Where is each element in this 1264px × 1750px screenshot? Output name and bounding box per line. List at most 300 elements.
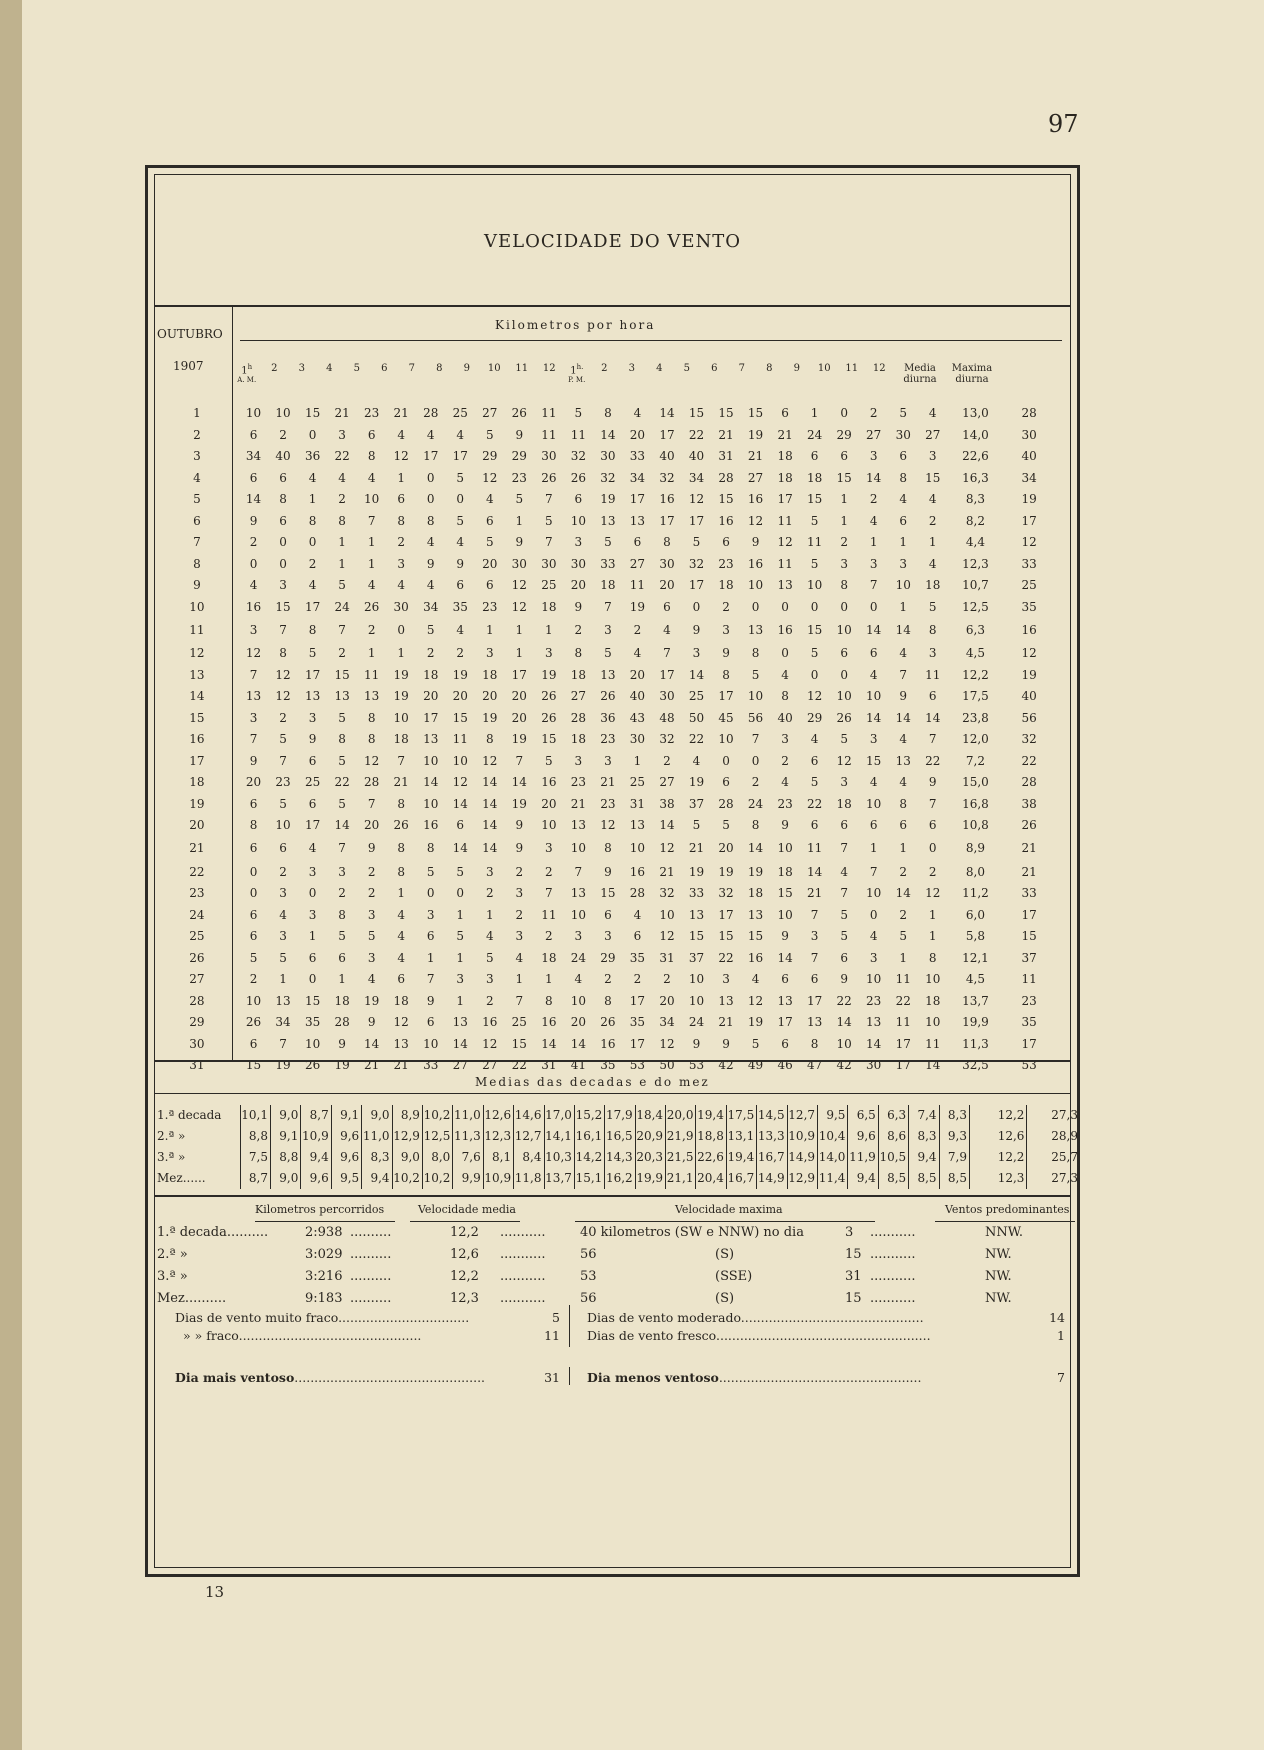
value-cell: 0 [308, 427, 317, 442]
value-cell: 36 [304, 449, 321, 463]
summary-day: 15 [845, 1291, 862, 1306]
value-cell: 31 [629, 796, 646, 811]
media-cell: 8,0 [965, 864, 985, 879]
value-cell: 28 [364, 775, 380, 789]
value-cell: 9 [515, 841, 524, 856]
value-cell: 13 [570, 818, 587, 832]
decade-value: 13,3 [757, 1126, 787, 1147]
day-cell: 19 [189, 796, 205, 811]
decade-value: 8,3 [909, 1126, 939, 1147]
value-cell: 17 [718, 689, 734, 703]
value-cell: 19 [688, 864, 705, 879]
day-cell: 16 [189, 732, 205, 746]
leader-dots: ........... [500, 1247, 546, 1262]
hour-header [288, 363, 316, 374]
value-cell: 5 [338, 753, 346, 768]
hour-header [591, 363, 619, 374]
media-cell: 12,1 [962, 950, 989, 965]
value-cell: 17 [629, 1036, 646, 1051]
decade-value: 17,5 [726, 1105, 756, 1126]
value-cell: 18 [600, 578, 616, 592]
value-cell: 5 [426, 622, 435, 637]
value-cell: 4 [869, 513, 878, 528]
value-cell: 2 [515, 864, 524, 879]
decade-value: 9,3 [939, 1126, 969, 1147]
media-cell: 5,8 [965, 929, 985, 943]
decade-value: 17,0 [544, 1105, 574, 1126]
summary-vmax: 56 [580, 1291, 597, 1306]
value-cell: 3 [367, 907, 376, 922]
maxima-cell: 15 [1021, 929, 1037, 943]
value-cell: 6 [928, 689, 937, 703]
value-cell: 5 [456, 513, 465, 528]
value-cell: 13 [629, 513, 646, 528]
value-cell: 4 [928, 406, 937, 420]
value-cell: 7 [515, 753, 524, 768]
decade-value: 16,2 [605, 1168, 635, 1189]
value-cell: 2 [249, 535, 258, 549]
leader-dots: ........... [500, 1269, 546, 1284]
value-cell: 9 [722, 1036, 730, 1051]
value-cell: 9 [426, 556, 435, 571]
media-cell: 32,5 [962, 1058, 989, 1072]
hour-label: 1 [570, 365, 577, 377]
value-cell: 7 [367, 796, 376, 811]
value-cell: 16 [600, 1036, 616, 1051]
value-cell: 4 [751, 972, 760, 986]
value-cell: 0 [456, 492, 465, 506]
decade-value: 9,1 [270, 1126, 300, 1147]
value-cell: 0 [456, 886, 465, 900]
hour-label: 3 [628, 363, 635, 374]
value-cell: 24 [334, 599, 350, 614]
value-cell: 6 [308, 796, 317, 811]
value-cell: 28 [423, 406, 439, 420]
value-cell: 9 [308, 732, 317, 746]
value-cell: 7 [338, 622, 346, 637]
value-cell: 7 [515, 993, 524, 1008]
value-cell: 9 [604, 864, 612, 879]
divider [240, 340, 1062, 341]
value-cell: 16 [747, 492, 764, 506]
value-cell: 5 [751, 1036, 760, 1051]
value-cell: 3 [249, 710, 258, 725]
value-cell: 2 [515, 907, 524, 922]
day-cell: 4 [193, 470, 201, 485]
value-cell: 1 [928, 907, 937, 922]
value-cell: 0 [308, 886, 317, 900]
value-cell: 5 [279, 796, 287, 811]
media-cell: 6,3 [965, 622, 985, 637]
value-cell: 16 [541, 1015, 557, 1029]
value-cell: 6 [249, 470, 258, 485]
decade-value: 10,2 [392, 1168, 422, 1189]
value-cell: 0 [308, 972, 317, 986]
value-cell: 7 [928, 796, 937, 811]
value-cell: 4 [781, 667, 789, 682]
value-cell: 9 [781, 818, 789, 832]
decade-row [155, 1168, 1080, 1189]
table-row [155, 446, 1055, 468]
decade-value: 11,4 [818, 1168, 848, 1189]
value-cell: 14 [925, 1058, 941, 1072]
value-cell: 14 [482, 818, 498, 832]
value-cell: 13 [304, 689, 321, 703]
day-cell: 8 [193, 556, 201, 571]
summary-direction-note: (S) [715, 1291, 735, 1306]
value-cell: 1 [869, 535, 878, 549]
value-cell: 26 [245, 1015, 262, 1029]
decade-value: 8,7 [240, 1168, 270, 1189]
value-cell: 1 [840, 492, 848, 506]
value-cell: 3 [397, 556, 405, 571]
value-cell: 12 [452, 775, 468, 789]
decade-value: 12,6 [969, 1126, 1026, 1147]
table-row [155, 815, 1055, 837]
value-cell: 17 [688, 513, 705, 528]
hour-header [481, 363, 509, 374]
decade-value: 9,6 [301, 1168, 331, 1189]
value-cell: 7 [545, 886, 553, 900]
hour-suffix: h. [576, 363, 584, 371]
value-cell: 0 [869, 599, 878, 614]
value-cell: 20 [511, 689, 527, 703]
summary-row [155, 1247, 1075, 1269]
value-cell: 20 [570, 1015, 587, 1029]
value-cell: 1 [810, 406, 819, 420]
day-cell: 29 [189, 1015, 205, 1029]
value-cell: 21 [688, 841, 705, 856]
value-cell: 30 [393, 599, 409, 614]
value-cell: 7 [810, 950, 819, 965]
value-cell: 35 [304, 1015, 321, 1029]
value-cell: 5 [279, 732, 287, 746]
value-cell: 5 [545, 513, 553, 528]
value-cell: 7 [840, 841, 848, 856]
value-cell: 9 [574, 599, 583, 614]
value-cell: 2 [869, 492, 878, 506]
value-cell: 17 [659, 513, 675, 528]
decade-value: 15,2 [574, 1105, 604, 1126]
decade-value: 9,4 [362, 1168, 392, 1189]
value-cell: 8 [338, 907, 346, 922]
value-cell: 4 [397, 427, 405, 442]
value-cell: 24 [688, 1015, 705, 1029]
maxima-cell: 22 [1021, 753, 1037, 768]
value-cell: 7 [249, 732, 258, 746]
value-cell: 11 [541, 406, 557, 420]
value-cell: 5 [840, 907, 848, 922]
maxima-cell: 19 [1021, 667, 1037, 682]
decade-value: 15,1 [574, 1168, 604, 1189]
day-cell: 17 [189, 753, 205, 768]
table-row [155, 862, 1055, 884]
value-cell: 1 [397, 886, 405, 900]
value-cell: 40 [275, 449, 291, 463]
value-cell: 18 [570, 667, 587, 682]
value-cell: 23 [866, 993, 882, 1008]
value-cell: 40 [777, 710, 793, 725]
value-cell: 0 [397, 622, 405, 637]
value-cell: 22 [688, 427, 705, 442]
value-cell: 6 [397, 972, 405, 986]
value-cell: 19 [718, 864, 734, 879]
maxima-cell: 38 [1021, 796, 1037, 811]
value-cell: 3 [456, 972, 465, 986]
value-cell: 4 [899, 775, 908, 789]
summary-vmax: 56 [580, 1247, 597, 1262]
value-cell: 4 [633, 406, 642, 420]
maxima-cell: 33 [1021, 886, 1037, 900]
maxima-cell: 34 [1021, 470, 1037, 485]
value-cell: 1 [928, 929, 937, 943]
value-cell: 26 [393, 818, 409, 832]
value-cell: 8 [338, 513, 346, 528]
value-cell: 5 [692, 818, 701, 832]
hour-label: 9 [463, 363, 470, 374]
hour-header [728, 363, 756, 374]
value-cell: 18 [334, 993, 350, 1008]
value-cell: 18 [718, 578, 734, 592]
value-cell: 9 [928, 775, 937, 789]
value-cell: 12 [659, 929, 675, 943]
value-cell: 6 [249, 796, 258, 811]
decade-value: 8,8 [270, 1147, 300, 1168]
value-cell: 4 [456, 427, 465, 442]
media-cell: 19,9 [962, 1015, 989, 1029]
value-cell: 24 [570, 950, 587, 965]
value-cell: 15 [806, 492, 823, 506]
decade-row [155, 1105, 1080, 1126]
day-cell: 20 [189, 818, 205, 832]
decade-value: 10,5 [878, 1147, 908, 1168]
maxima-cell: 37 [1021, 950, 1037, 965]
value-cell: 32 [718, 886, 734, 900]
media-cell: 8,3 [965, 492, 985, 506]
value-cell: 30 [511, 556, 527, 571]
value-cell: 7 [574, 864, 583, 879]
value-cell: 2 [485, 993, 494, 1008]
value-cell: 2 [485, 886, 494, 900]
value-cell: 27 [570, 689, 587, 703]
decade-value: 10,9 [301, 1126, 331, 1147]
value-cell: 7 [367, 513, 376, 528]
fraco-label: » » fraco.............................................. [183, 1328, 422, 1343]
value-cell: 1 [928, 535, 937, 549]
value-cell: 18 [777, 470, 793, 485]
maxima-cell: 33 [1021, 556, 1037, 571]
value-cell: 33 [688, 886, 705, 900]
value-cell: 13 [718, 993, 734, 1008]
value-cell: 4 [308, 578, 317, 592]
value-cell: 6 [810, 449, 819, 463]
value-cell: 15 [275, 599, 291, 614]
value-cell: 19 [747, 427, 764, 442]
value-cell: 1 [456, 907, 465, 922]
value-cell: 6 [574, 492, 583, 506]
value-cell: 13 [777, 578, 793, 592]
value-cell: 10 [806, 578, 823, 592]
decade-value: 17,9 [605, 1105, 635, 1126]
value-cell: 8 [279, 492, 287, 506]
divider [155, 1060, 1070, 1062]
value-cell: 5 [810, 513, 819, 528]
value-cell: 22 [836, 993, 852, 1008]
decade-value: 8,9 [392, 1105, 422, 1126]
decade-value: 9,0 [270, 1105, 300, 1126]
value-cell: 15 [688, 406, 705, 420]
value-cell: 11 [364, 667, 380, 682]
menos-ventoso-value: 7 [1057, 1370, 1065, 1385]
value-cell: 1 [397, 470, 405, 485]
value-cell: 7 [604, 599, 612, 614]
divider [935, 1221, 1075, 1222]
value-cell: 4 [485, 929, 494, 943]
value-cell: 23 [275, 775, 291, 789]
value-cell: 8 [397, 513, 405, 528]
value-cell: 17 [688, 578, 705, 592]
value-cell: 30 [629, 732, 646, 746]
value-cell: 13 [747, 622, 764, 637]
value-cell: 7 [338, 841, 346, 856]
value-cell: 18 [423, 667, 439, 682]
value-cell: 24 [747, 796, 764, 811]
fresco-label: Dias de vento fresco...................................................... [587, 1328, 931, 1343]
value-cell: 6 [899, 513, 908, 528]
value-cell: 0 [810, 599, 819, 614]
value-cell: 18 [541, 599, 557, 614]
value-cell: 4 [308, 841, 317, 856]
maxima-cell: 25 [1021, 578, 1037, 592]
decade-value: 12,3 [969, 1168, 1026, 1189]
value-cell: 3 [485, 972, 494, 986]
summary-row [155, 1225, 1075, 1247]
value-cell: 31 [659, 950, 675, 965]
value-cell: 17 [777, 492, 793, 506]
value-cell: 8 [338, 732, 346, 746]
leader-dots: .......... [350, 1269, 392, 1284]
value-cell: 7 [663, 646, 671, 660]
divider [255, 1221, 395, 1222]
km-header: Kilometros percorridos [255, 1203, 385, 1216]
table-row [155, 991, 1055, 1013]
value-cell: 1 [633, 753, 642, 768]
table-row [155, 948, 1055, 970]
decade-value: 18,8 [696, 1126, 726, 1147]
value-cell: 13 [600, 513, 616, 528]
decade-value: 12,9 [787, 1168, 817, 1189]
value-cell: 2 [840, 535, 848, 549]
decade-value: 20,0 [666, 1105, 696, 1126]
value-cell: 10 [688, 993, 705, 1008]
value-cell: 14 [511, 775, 527, 789]
value-cell: 17 [629, 492, 646, 506]
value-cell: 0 [781, 646, 789, 660]
value-cell: 8 [840, 578, 848, 592]
decade-label: 3.ª » [155, 1147, 240, 1168]
value-cell: 3 [308, 710, 317, 725]
maxima-cell: 16 [1021, 622, 1037, 637]
value-cell: 16 [718, 513, 734, 528]
value-cell: 8 [426, 513, 435, 528]
decade-value: 10,1 [240, 1105, 270, 1126]
value-cell: 2 [899, 907, 908, 922]
value-cell: 9 [840, 972, 848, 986]
summary-km: 2:938 [305, 1225, 343, 1240]
value-cell: 11 [777, 556, 793, 571]
value-cell: 53 [688, 1058, 705, 1072]
value-cell: 15 [777, 886, 793, 900]
maxima-cell: 28 [1021, 775, 1037, 789]
value-cell: 18 [836, 796, 852, 811]
media-cell: 22,6 [962, 449, 989, 463]
value-cell: 9 [367, 841, 376, 856]
decade-value: 7,6 [453, 1147, 483, 1168]
value-cell: 26 [541, 710, 557, 725]
decade-value: 8,5 [939, 1168, 969, 1189]
page-number: 97 [1048, 110, 1079, 138]
moderado-label: Dias de vento moderado.............................................. [587, 1310, 924, 1325]
value-cell: 17 [304, 599, 321, 614]
value-cell: 16 [629, 864, 646, 879]
decade-value: 16,7 [757, 1147, 787, 1168]
value-cell: 38 [659, 796, 675, 811]
value-cell: 8 [485, 732, 494, 746]
value-cell: 20 [659, 993, 675, 1008]
value-cell: 10 [866, 689, 882, 703]
value-cell: 21 [364, 1058, 380, 1072]
maxima-cell: 40 [1021, 449, 1037, 463]
value-cell: 10 [304, 1036, 321, 1051]
value-cell: 13 [629, 818, 646, 832]
decade-value: 11,0 [362, 1126, 392, 1147]
decade-row [155, 1147, 1080, 1168]
summary-day: 15 [845, 1247, 862, 1262]
value-cell: 7 [840, 886, 848, 900]
value-cell: 6 [308, 753, 317, 768]
value-cell: 26 [364, 599, 380, 614]
value-cell: 10 [245, 993, 262, 1008]
media-cell: 4,4 [965, 535, 985, 549]
value-cell: 2 [279, 864, 287, 879]
value-cell: 1 [338, 535, 346, 549]
decade-value: 19,4 [726, 1147, 756, 1168]
value-cell: 6 [781, 972, 789, 986]
value-cell: 6 [249, 907, 258, 922]
value-cell: 12 [364, 753, 380, 768]
leader-dots: .......... [350, 1225, 392, 1240]
value-cell: 5 [722, 818, 730, 832]
value-cell: 5 [810, 646, 819, 660]
value-cell: 21 [718, 1015, 734, 1029]
hour-period: P. M. [568, 376, 586, 385]
value-cell: 2 [899, 864, 908, 879]
value-cell: 2 [426, 646, 435, 660]
media-header: Media diurna [903, 363, 937, 385]
hour-label: 5 [353, 363, 360, 374]
media-cell: 13,7 [962, 993, 989, 1008]
value-cell: 17 [304, 667, 321, 682]
maxima-cell: 35 [1021, 1015, 1037, 1029]
value-cell: 6 [426, 1015, 435, 1029]
value-cell: 22 [334, 449, 350, 463]
decade-value: 8,5 [909, 1168, 939, 1189]
value-cell: 23 [364, 406, 380, 420]
value-cell: 28 [718, 796, 734, 811]
value-cell: 7 [869, 864, 878, 879]
value-cell: 5 [338, 796, 346, 811]
value-cell: 3 [869, 449, 878, 463]
